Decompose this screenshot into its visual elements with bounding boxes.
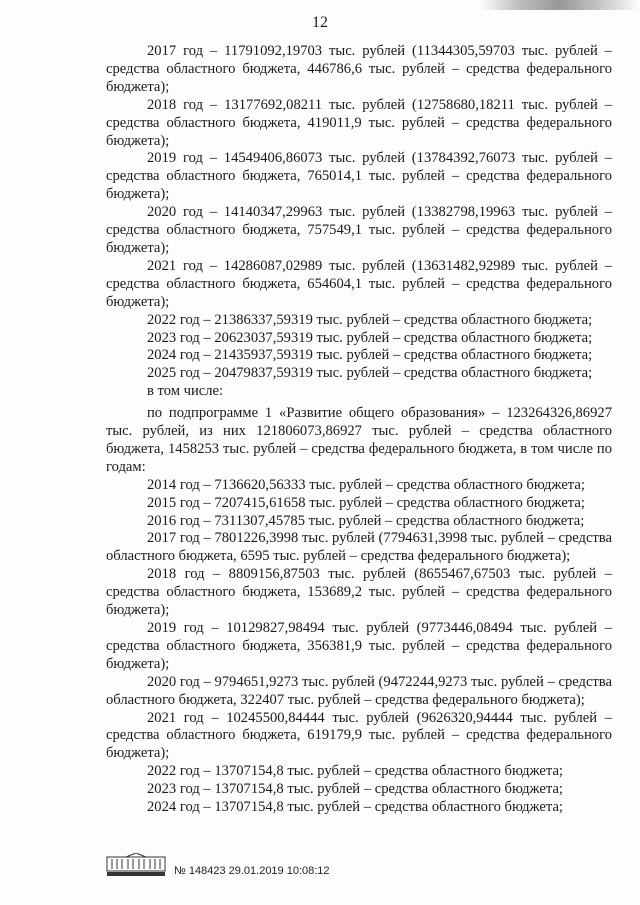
body-paragraph: 2019 год – 14549406,86073 тыс. рублей (13784392,76073 тыс. рублей – средства областного бюджета, 765014,1 тыс. рублей – средства федерального бюджета); [106,150,612,203]
document-footer [106,853,426,883]
body-paragraph: 2019 год – 10129827,98494 тыс. рублей (9773446,08494 тыс. рублей – средства областного бюджета, 356381,9 тыс. рублей – средства федерального бюджета); [106,620,612,672]
body-paragraph: 2016 год – 7311307,45785 тыс. рублей – средства областного бюджета; [147,512,585,529]
body-paragraph: по подпрограмме 1 «Развитие общего образования» – 123264326,86927 тыс. рублей, из них 121806073,86927 тыс. рублей – средства областного бюджета, 1458253 тыс. рублей – средства федерального бюджета, в том числе по годам: [106,405,612,475]
body-paragraph: 2018 год – 8809156,87503 тыс. рублей (8655467,67503 тыс. рублей – средства областного бюджета, 153689,2 тыс. рублей – средства федерального бюджета); [106,566,612,619]
body-paragraph: 2022 год – 21386337,59319 тыс. рублей – средства областного бюджета; [147,311,593,328]
body-paragraph: 2024 год – 21435937,59319 тыс. рублей – средства областного бюджета; [147,347,593,364]
body-paragraph: 2020 год – 14140347,29963 тыс. рублей (13382798,19963 тыс. рублей – средства областного бюджета, 757549,1 тыс. рублей – средства федерального бюджета); [106,204,612,256]
page-number: 12 [312,14,328,31]
scan-artifact [480,0,640,10]
body-paragraph: 2024 год – 13707154,8 тыс. рублей – средства областного бюджета; [147,799,563,816]
document-registration-id: № 148423 29.01.2019 10:08:12 [174,865,330,877]
body-paragraph: 2017 год – 11791092,19703 тыс. рублей (11344305,59703 тыс. рублей – средства областного бюджета, 446786,6 тыс. рублей – средства федерального бюджета); [106,43,612,95]
body-paragraph: 2014 год – 7136620,56333 тыс. рублей – средства областного бюджета; [147,476,585,493]
body-paragraph: 2025 год – 20479837,59319 тыс. рублей – средства областного бюджета; [147,365,593,382]
body-paragraph: 2023 год – 20623037,59319 тыс. рублей – средства областного бюджета; [147,329,593,346]
body-paragraph: 2021 год – 10245500,84444 тыс. рублей (9626320,94444 тыс. рублей – средства областного бюджета, 619179,9 тыс. рублей – средства федерального бюджета); [106,709,612,762]
body-paragraph: 2021 год – 14286087,02989 тыс. рублей (13631482,92989 тыс. рублей – средства областного бюджета, 654604,1 тыс. рублей – средства федерального бюджета); [106,257,612,310]
body-paragraph: 2023 год – 13707154,8 тыс. рублей – средства областного бюджета; [147,781,563,798]
body-paragraph: 2017 год – 7801226,3998 тыс. рублей (7794631,3998 тыс. рублей – средства областного бюджета, 6595 тыс. рублей – средства федерального бюджета); [106,530,612,565]
document-body [106,43,612,817]
body-paragraph: 2020 год – 9794651,9273 тыс. рублей (9472244,9273 тыс. рублей – средства областного бюджета, 322407 тыс. рублей – средства федерального бюджета); [106,673,612,708]
government-building-icon [106,853,166,877]
body-paragraph: в том числе: [147,383,224,400]
body-paragraph: 2018 год – 13177692,08211 тыс. рублей (12758680,18211 тыс. рублей – средства областного бюджета, 419011,9 тыс. рублей – средства федерального бюджета); [106,96,612,149]
body-paragraph: 2022 год – 13707154,8 тыс. рублей – средства областного бюджета; [147,763,563,780]
body-paragraph: 2015 год – 7207415,61658 тыс. рублей – средства областного бюджета; [147,494,585,511]
